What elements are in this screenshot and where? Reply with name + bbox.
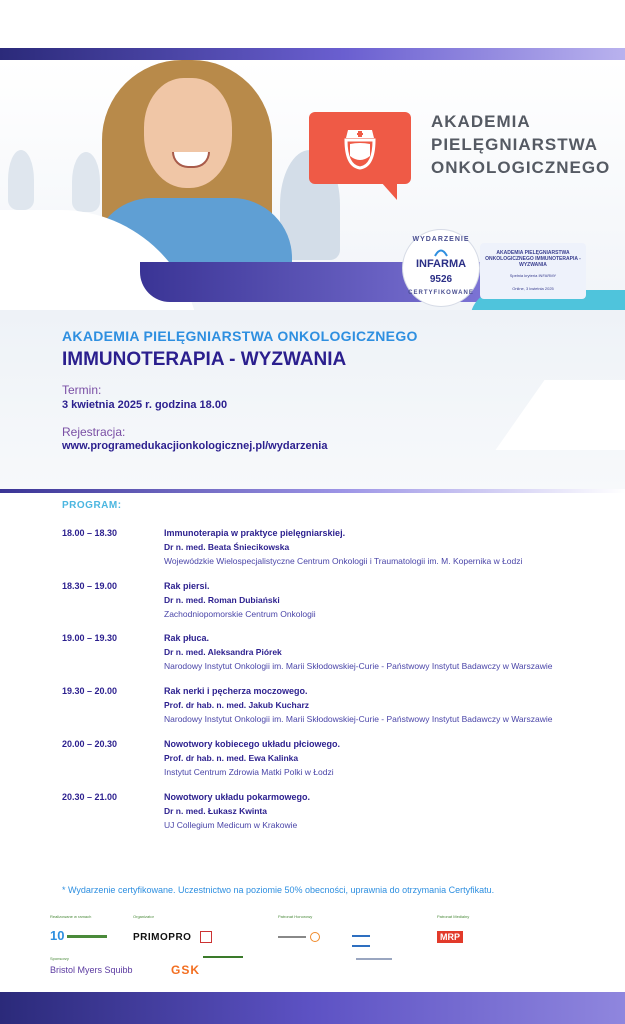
media-label: Patronat Medialny [437, 914, 470, 919]
bms-logo: Bristol Myers Squibb [50, 965, 133, 975]
program-logo [50, 928, 107, 943]
program-speaker: Dr n. med. Łukasz Kwinta [164, 806, 267, 816]
program-title: Rak nerki i pęcherza moczowego. [164, 686, 308, 696]
event-title: IMMUNOTERAPIA - WYZWANIA [62, 349, 347, 370]
certificate-card [480, 243, 586, 299]
program-time: 20.30 – 21.00 [62, 792, 118, 802]
bottom-stripe [0, 992, 625, 1024]
academy-logo [309, 112, 411, 184]
certificate-number: 9526 [429, 274, 453, 285]
background-person [8, 150, 34, 210]
certificate-card-title: AKADEMIA PIELĘGNIARSTWA ONKOLOGICZNEGO IMMUNOTERAPIA - WYZWANIA [485, 250, 581, 268]
term-value: 3 kwietnia 2025 r. godzina 18.00 [62, 399, 228, 411]
brand-title [431, 110, 610, 179]
program-time: 19.00 – 19.30 [62, 633, 118, 643]
program-time: 20.00 – 20.30 [62, 739, 118, 749]
infarma-logo-icon [434, 247, 448, 257]
patronage-label: Realizowane w ramach [50, 914, 92, 919]
certificate-badge [403, 230, 479, 306]
certificate-footnote: * Wydarzenie certyfikowane. Uczestnictwo na poziomie 50% obecności, uprawnia do otrzymania Certyfikatu. [62, 885, 495, 895]
partner-logo [278, 928, 332, 944]
event-subtitle: AKADEMIA PIELĘGNIARSTWA ONKOLOGICZNEGO [62, 328, 418, 344]
program-speaker: Prof. dr hab. n. med. Jakub Kucharz [164, 700, 309, 710]
program-speaker: Prof. dr hab. n. med. Ewa Kalinka [164, 753, 299, 763]
program-time: 18.00 – 18.30 [62, 528, 118, 538]
program-time: 18.30 – 19.00 [62, 581, 118, 591]
certificate-name: INFARMA [415, 258, 467, 270]
program-institution: Instytut Centrum Zdrowia Matki Polki w Łodzi [164, 767, 334, 777]
certificate-card-date: Online, 3 kwietnia 2025 [512, 286, 554, 291]
top-stripe [0, 48, 625, 60]
brand-line-1: AKADEMIA [431, 112, 531, 131]
term-label: Termin: [62, 383, 102, 397]
ptok-logo [200, 930, 256, 944]
top-band [0, 0, 625, 60]
program-title: Rak piersi. [164, 581, 210, 591]
program-speaker: Dr n. med. Roman Dubiański [164, 595, 280, 605]
program-label: PROGRAM: [62, 500, 122, 511]
society-logo [352, 932, 414, 944]
sponsors-label: Sponsorzy [50, 956, 69, 961]
certificate-card-subtitle: Spełnia kryteria INFARMY [509, 273, 557, 278]
mrp-logo: MRP [437, 931, 463, 943]
section-divider [0, 489, 625, 493]
program-institution: Zachodniopomorskie Centrum Onkologii [164, 609, 316, 619]
program-title: Nowotwory kobiecego układu płciowego. [164, 739, 341, 749]
certificate-ring-top: WYDARZENIE [412, 236, 470, 243]
sponsors-section [0, 902, 625, 992]
program-time: 19.30 – 20.00 [62, 686, 118, 696]
program-institution: Narodowy Instytut Onkologii im. Marii Skłodowskiej-Curie - Państwowy Instytut Badawczy w Warszawie [164, 661, 553, 671]
program-speaker: Dr n. med. Aleksandra Piórek [164, 647, 282, 657]
registration-link[interactable]: www.programedukacjionkologicznej.pl/wydarzenia [62, 440, 328, 452]
program-title: Nowotwory układu pokarmowego. [164, 792, 311, 802]
program-speaker: Dr n. med. Beata Śniecikowska [164, 542, 290, 552]
registration-label: Rejestracja: [62, 425, 126, 439]
gsk-logo: GSK [171, 963, 201, 977]
brand-line-2: PIELĘGNIARSTWA [431, 135, 599, 154]
primopro-logo: PRIMOPRO [133, 932, 192, 943]
program-title: Rak płuca. [164, 633, 210, 643]
organizer-label: Organizator [133, 914, 154, 919]
program-title: Immunoterapia w praktyce pielęgniarskiej. [164, 528, 346, 538]
brand-line-3: ONKOLOGICZNEGO [431, 158, 611, 177]
program-institution: Wojewódzkie Wielospecjalistyczne Centrum Onkologii i Traumatologii im. M. Kopernika w Łodzi [164, 556, 523, 566]
nurse-icon [340, 122, 380, 172]
partners-label: Patronat Honorowy [278, 914, 313, 919]
certificate-ring-bottom: CERTYFIKOWANE [408, 290, 474, 296]
program-logo-text: 10 [50, 928, 65, 943]
program-institution: Narodowy Instytut Onkologii im. Marii Skłodowskiej-Curie - Państwowy Instytut Badawczy w Warszawie [164, 714, 553, 724]
program-institution: UJ Collegium Medicum w Krakowie [164, 820, 298, 830]
